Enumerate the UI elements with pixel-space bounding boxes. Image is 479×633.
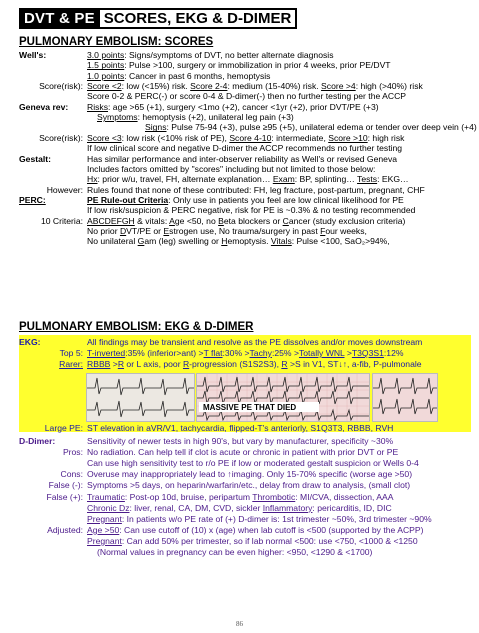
scores-text-part: : BP, splinting… bbox=[294, 174, 358, 185]
scores-text bbox=[87, 205, 415, 215]
scores-text-part: : prior w/u, travel, FH, alternate explanation… bbox=[97, 174, 273, 185]
ddimer-text bbox=[87, 447, 398, 457]
ekg-label: Top 5: bbox=[59, 348, 83, 358]
scores-text bbox=[87, 91, 406, 101]
scores-text bbox=[87, 102, 379, 112]
scores-text-part: 1.5 points bbox=[87, 60, 125, 71]
ekg-text bbox=[87, 337, 422, 347]
ekg-text-part: > bbox=[344, 348, 352, 358]
scores-text-part: : age >65 (+1), surgery <1mo (+2), cancer <1yr (+2), prior DVT/PE (+3) bbox=[108, 101, 379, 112]
ekg-trace-3 bbox=[373, 374, 437, 421]
scores-text bbox=[87, 185, 425, 195]
ddimer-row bbox=[19, 436, 471, 446]
scores-text-part: ge <50, no bbox=[174, 215, 219, 226]
large-pe-label: Large PE: bbox=[44, 423, 83, 433]
ekg-text-part: or L axis, poor bbox=[124, 359, 183, 369]
scores-text-part: : Pulse >100, surgery or immobilization in prior 4 weeks, prior PE/DVT bbox=[124, 60, 391, 71]
scores-text-part: Score 2-4 bbox=[190, 81, 228, 92]
scores-text-part: If low risk/suspicion & PERC negative, risk for PE is ~0.3% & no testing recommended bbox=[87, 205, 416, 216]
scores-row bbox=[19, 164, 471, 174]
ekg-text-part: :12% bbox=[383, 348, 404, 358]
scores-text-part: : Pulse 75-94 (+3), pulse ≥95 (+5), unilateral edema or tender over deep vein (+4) bbox=[166, 122, 477, 133]
ekg-text-part: Tachy bbox=[249, 348, 272, 358]
ddimer-text bbox=[87, 469, 412, 479]
scores-label: Well's: bbox=[19, 50, 47, 60]
scores-row bbox=[19, 185, 471, 195]
ddimer-row bbox=[19, 480, 471, 490]
ekg-strip-image-2 bbox=[196, 373, 370, 422]
ekg-strip-image-1 bbox=[86, 373, 195, 422]
ddimer-text-part: : pericarditis, ID, DIC bbox=[312, 502, 392, 513]
ekg-row bbox=[19, 348, 471, 358]
scores-text-part: : low risk (<10% risk of PE), bbox=[121, 132, 230, 143]
scores-text-part: If low clinical score and negative D-dimer the ACCP recommends no further testing bbox=[87, 143, 403, 154]
ddimer-text-part: Thrombotic bbox=[252, 491, 296, 502]
scores-text-part: C bbox=[282, 215, 289, 226]
scores-text-part: No prior bbox=[87, 225, 120, 236]
scores-text bbox=[87, 195, 404, 205]
scores-text bbox=[87, 216, 405, 226]
ddimer-row bbox=[19, 503, 471, 513]
ddimer-text-part: : Can add 50% per trimester, so if lab normal <500: use <750, <1000 & <1250 bbox=[121, 535, 418, 546]
scores-text bbox=[97, 112, 294, 122]
scores-text-part: : EKG… bbox=[377, 174, 409, 185]
ddimer-text-part: Sensitivity of newer tests in high 90's, but vary by manufacturer, specificity ~30% bbox=[87, 436, 394, 446]
ekg-row bbox=[19, 359, 471, 369]
ekg-strip-image-3 bbox=[372, 373, 438, 422]
scores-text-part: & vitals: bbox=[134, 215, 170, 226]
ddimer-text bbox=[87, 458, 419, 468]
ddimer-row bbox=[19, 447, 471, 457]
ekg-text-part: RBBB bbox=[87, 359, 111, 369]
header-title: SCORES, EKG & D-DIMER bbox=[100, 8, 298, 29]
large-pe-row bbox=[19, 423, 471, 433]
scores-text-part: Has similar performance and inter-observer reliability as Well's or revised Geneva bbox=[87, 153, 398, 164]
ddimer-row bbox=[19, 469, 471, 479]
scores-row bbox=[19, 205, 471, 215]
scores-text-part: Risks bbox=[87, 101, 109, 112]
ddimer-text bbox=[97, 547, 372, 557]
ekg-text-part: -progression (S1S2S3), bbox=[189, 359, 282, 369]
scores-text-part: : Cancer in past 6 months, hemoptysis bbox=[124, 70, 271, 81]
ddimer-row bbox=[19, 536, 471, 546]
ddimer-text-part: (Normal values in pregnancy can be even higher: <950, <1290 & <1700) bbox=[97, 547, 373, 557]
ekg-text-part: :35% (inferior>ant) > bbox=[125, 348, 204, 358]
ekg-text-part: >S in V1, ST↓↑, a-fib, P-pulmonale bbox=[287, 359, 422, 369]
scores-row bbox=[19, 60, 471, 70]
ekg-text-part: R bbox=[117, 359, 125, 369]
large-pe-text: ST elevation in aVR/V1, tachycardia, flipped-T's anteriorly, S1Q3T3, RBBB, RVH bbox=[87, 423, 394, 433]
ddimer-row bbox=[19, 547, 471, 557]
scores-text-part: : Signs/symptoms of DVT, no better alternate diagnosis bbox=[124, 50, 334, 60]
ekg-text-part: > bbox=[110, 359, 118, 369]
scores-text bbox=[87, 133, 404, 143]
scores-text-part: G bbox=[137, 236, 145, 247]
ddimer-text-part: Pregnant bbox=[87, 513, 122, 524]
scores-label: However: bbox=[46, 184, 83, 195]
ddimer-text-part: : liver, renal, CA, DM, CVD, sickler bbox=[129, 502, 263, 513]
scores-text-part: F bbox=[320, 225, 326, 236]
scores-text-part: E bbox=[163, 225, 170, 236]
scores-text bbox=[87, 60, 391, 70]
ddimer-text bbox=[87, 525, 423, 535]
ddimer-text bbox=[87, 514, 432, 524]
scores-row bbox=[19, 81, 471, 91]
scores-text-part: No unilateral bbox=[87, 236, 138, 247]
ddimer-text-part: Age >50 bbox=[87, 524, 120, 535]
scores-text-part: PE Rule-out Criteria bbox=[87, 194, 169, 205]
ekg-text-part: Totally WNL bbox=[298, 348, 345, 358]
ddimer-text-part: Overuse may inappropriately lead to ↑imaging. Only 15-70% specific (worse age >50) bbox=[87, 469, 413, 480]
scores-text-part: emoptysis. bbox=[227, 236, 271, 247]
scores-text-part: ancer (study exclusion criteria) bbox=[288, 215, 406, 226]
ddimer-text-part: No radiation. Can help tell if clot is acute or chronic in patient with prior DVT or PE bbox=[87, 447, 399, 458]
scores-label: PERC: bbox=[19, 194, 46, 205]
scores-text-part: our weeks, bbox=[325, 225, 367, 236]
header-tag: DVT & PE bbox=[19, 8, 100, 29]
scores-text-part: Vitals bbox=[270, 236, 292, 247]
ddimer-text bbox=[87, 436, 393, 446]
scores-label: 10 Criteria: bbox=[40, 215, 83, 226]
ekg-text-part: R bbox=[281, 359, 288, 369]
ddimer-label: Cons: bbox=[60, 469, 83, 480]
ekg-text-part: :30% > bbox=[222, 348, 250, 358]
scores-text-part: Includes factors omitted by "scores" including but not limited to those below: bbox=[87, 163, 376, 174]
scores-row bbox=[19, 50, 471, 60]
scores-row bbox=[19, 226, 471, 236]
ddimer-row bbox=[19, 492, 471, 502]
scores-text bbox=[145, 122, 477, 132]
ekg-label: Rarer: bbox=[59, 359, 83, 369]
scores-text bbox=[87, 71, 270, 81]
scores-text-part: VT/PE or bbox=[126, 225, 164, 236]
scores-text-part: H bbox=[221, 236, 228, 247]
scores-text-part: Tests bbox=[357, 174, 378, 185]
ekg-row bbox=[19, 337, 471, 347]
scores-row bbox=[19, 71, 471, 81]
scores-text-part: Score <2 bbox=[87, 81, 122, 92]
scores-label: Score(risk): bbox=[39, 132, 83, 143]
strip-caption: MASSIVE PE THAT DIED bbox=[203, 403, 297, 412]
scores-text-part: Score >10 bbox=[328, 132, 368, 143]
scores-text bbox=[87, 236, 390, 246]
scores-text bbox=[87, 143, 402, 153]
ekg-text-part: R bbox=[182, 359, 190, 369]
scores-text-part: Exam bbox=[272, 174, 295, 185]
scores-section-title: PULMONARY EMBOLISM: SCORES bbox=[19, 36, 214, 48]
scores-text bbox=[87, 174, 409, 184]
ekg-trace-1 bbox=[87, 374, 194, 421]
scores-text-part: Hx bbox=[87, 174, 98, 185]
scores-text-part: A bbox=[169, 215, 175, 226]
scores-text-part: Rules found that none of these contributed: FH, leg fracture, post-partum, pregnant, CHF bbox=[87, 184, 425, 195]
ddimer-label: False (-): bbox=[48, 480, 83, 491]
scores-text-part: Score >4 bbox=[321, 81, 356, 92]
ddimer-label: Pros: bbox=[62, 447, 83, 458]
ekg-text-part: All findings may be transient and resolve as the PE dissolves and/or moves downstream bbox=[87, 337, 423, 347]
ddimer-label: D-Dimer: bbox=[19, 436, 56, 446]
ekg-text-part: T flat bbox=[203, 348, 223, 358]
ddimer-text-part: Pregnant bbox=[87, 535, 122, 546]
ddimer-text-part: Chronic Dz bbox=[87, 502, 130, 513]
scores-text-part: : high (>40%) risk bbox=[355, 81, 423, 92]
scores-text-part: 1.0 points bbox=[87, 70, 125, 81]
ddimer-text-part: Inflammatory bbox=[262, 502, 313, 513]
ekg-trace-2 bbox=[197, 374, 369, 421]
scores-text-part: Signs bbox=[145, 122, 167, 133]
scores-text-part: strogen use, No trauma/surgery in past bbox=[169, 225, 321, 236]
scores-text-part: Symptoms bbox=[97, 112, 138, 123]
scores-row bbox=[19, 195, 471, 205]
ddimer-row bbox=[19, 525, 471, 535]
scores-text-part: : medium (15-40%) risk. bbox=[227, 81, 322, 92]
ddimer-row bbox=[19, 458, 471, 468]
scores-row bbox=[19, 112, 471, 122]
scores-text bbox=[87, 164, 375, 174]
scores-row bbox=[19, 236, 471, 246]
ekg-text-part: T-inverted bbox=[87, 348, 126, 358]
scores-row bbox=[19, 154, 471, 164]
scores-row bbox=[19, 143, 471, 153]
ekg-text-part: T3Q3S1 bbox=[351, 348, 384, 358]
ekg-section-title: PULMONARY EMBOLISM: EKG & D-DIMER bbox=[19, 321, 254, 333]
scores-text-part: ABCDEFGH bbox=[87, 215, 135, 226]
ddimer-text-part: : Post-op 10d, bruise, peripartum bbox=[124, 491, 253, 502]
ddimer-text-part: : MI/CVA, dissection, AAA bbox=[295, 491, 394, 502]
scores-text bbox=[87, 226, 367, 236]
scores-row bbox=[19, 122, 477, 133]
ddimer-text bbox=[87, 492, 394, 502]
scores-label: Score(risk): bbox=[39, 81, 83, 92]
scores-label: Geneva rev: bbox=[19, 101, 69, 112]
ddimer-label: Adjusted: bbox=[47, 524, 83, 535]
ddimer-text bbox=[87, 536, 418, 546]
scores-label: Gestalt: bbox=[19, 153, 51, 164]
scores-text-part: : Pulse <100, SaO₂>94%, bbox=[291, 236, 390, 247]
scores-row bbox=[19, 216, 471, 226]
page-number: 86 bbox=[236, 620, 243, 628]
scores-text-part: : hemoptysis (+2), unilateral leg pain (+3) bbox=[137, 112, 294, 123]
scores-row bbox=[19, 133, 471, 143]
ddimer-text-part: : In patients w/o PE rate of (+) D-dimer is: 1st trimester ~50%, 3rd trimester ~90% bbox=[121, 513, 432, 524]
ddimer-row bbox=[19, 514, 471, 524]
scores-text-part: 3.0 points bbox=[87, 50, 125, 60]
scores-row bbox=[19, 102, 471, 112]
scores-text-part: B bbox=[218, 215, 224, 226]
scores-text-part: : Only use in patients you feel are low clinical likelihood for PE bbox=[168, 194, 404, 205]
scores-text-part: : high risk bbox=[367, 132, 405, 143]
scores-text bbox=[87, 50, 334, 60]
ekg-text bbox=[87, 359, 422, 369]
scores-text bbox=[87, 154, 397, 164]
ekg-text-part: :25% > bbox=[271, 348, 299, 358]
scores-text-part: Score 4-10 bbox=[229, 132, 272, 143]
scores-text-part: D bbox=[119, 225, 127, 236]
ddimer-label: False (+): bbox=[46, 491, 83, 502]
scores-text-part: am (leg) swelling or bbox=[144, 236, 222, 247]
scores-text-part: Score 0-2 & PERC(-) or score 0-4 & D-dimer(-) then no further testing per the ACCP bbox=[87, 91, 407, 102]
ddimer-text-part: : Can use cutoff of (10) x (age) when lab cutoff is <500 (supported by the ACPP) bbox=[119, 524, 424, 535]
ddimer-text bbox=[87, 503, 392, 513]
ddimer-text-part: Traumatic bbox=[87, 491, 125, 502]
ddimer-text-part: Symptoms >5 days, on heparin/warfarin/etc., delay from draw to analysis, (small clot) bbox=[87, 480, 411, 491]
scores-text-part: Score <3 bbox=[87, 132, 122, 143]
scores-text-part: : intermediate, bbox=[271, 132, 329, 143]
scores-text-part: : low (<15%) risk. bbox=[121, 81, 191, 92]
ekg-label: EKG: bbox=[19, 337, 41, 347]
scores-text bbox=[87, 81, 423, 91]
page-header bbox=[19, 8, 297, 29]
ddimer-text-part: Can use high sensitivity test to r/o PE if low or moderated gestalt suspicion or Wells 0-4 bbox=[87, 458, 419, 469]
scores-row bbox=[19, 91, 471, 101]
scores-row bbox=[19, 174, 471, 184]
scores-text-part: eta blockers or bbox=[223, 215, 283, 226]
ddimer-text bbox=[87, 480, 410, 490]
ekg-text bbox=[87, 348, 404, 358]
